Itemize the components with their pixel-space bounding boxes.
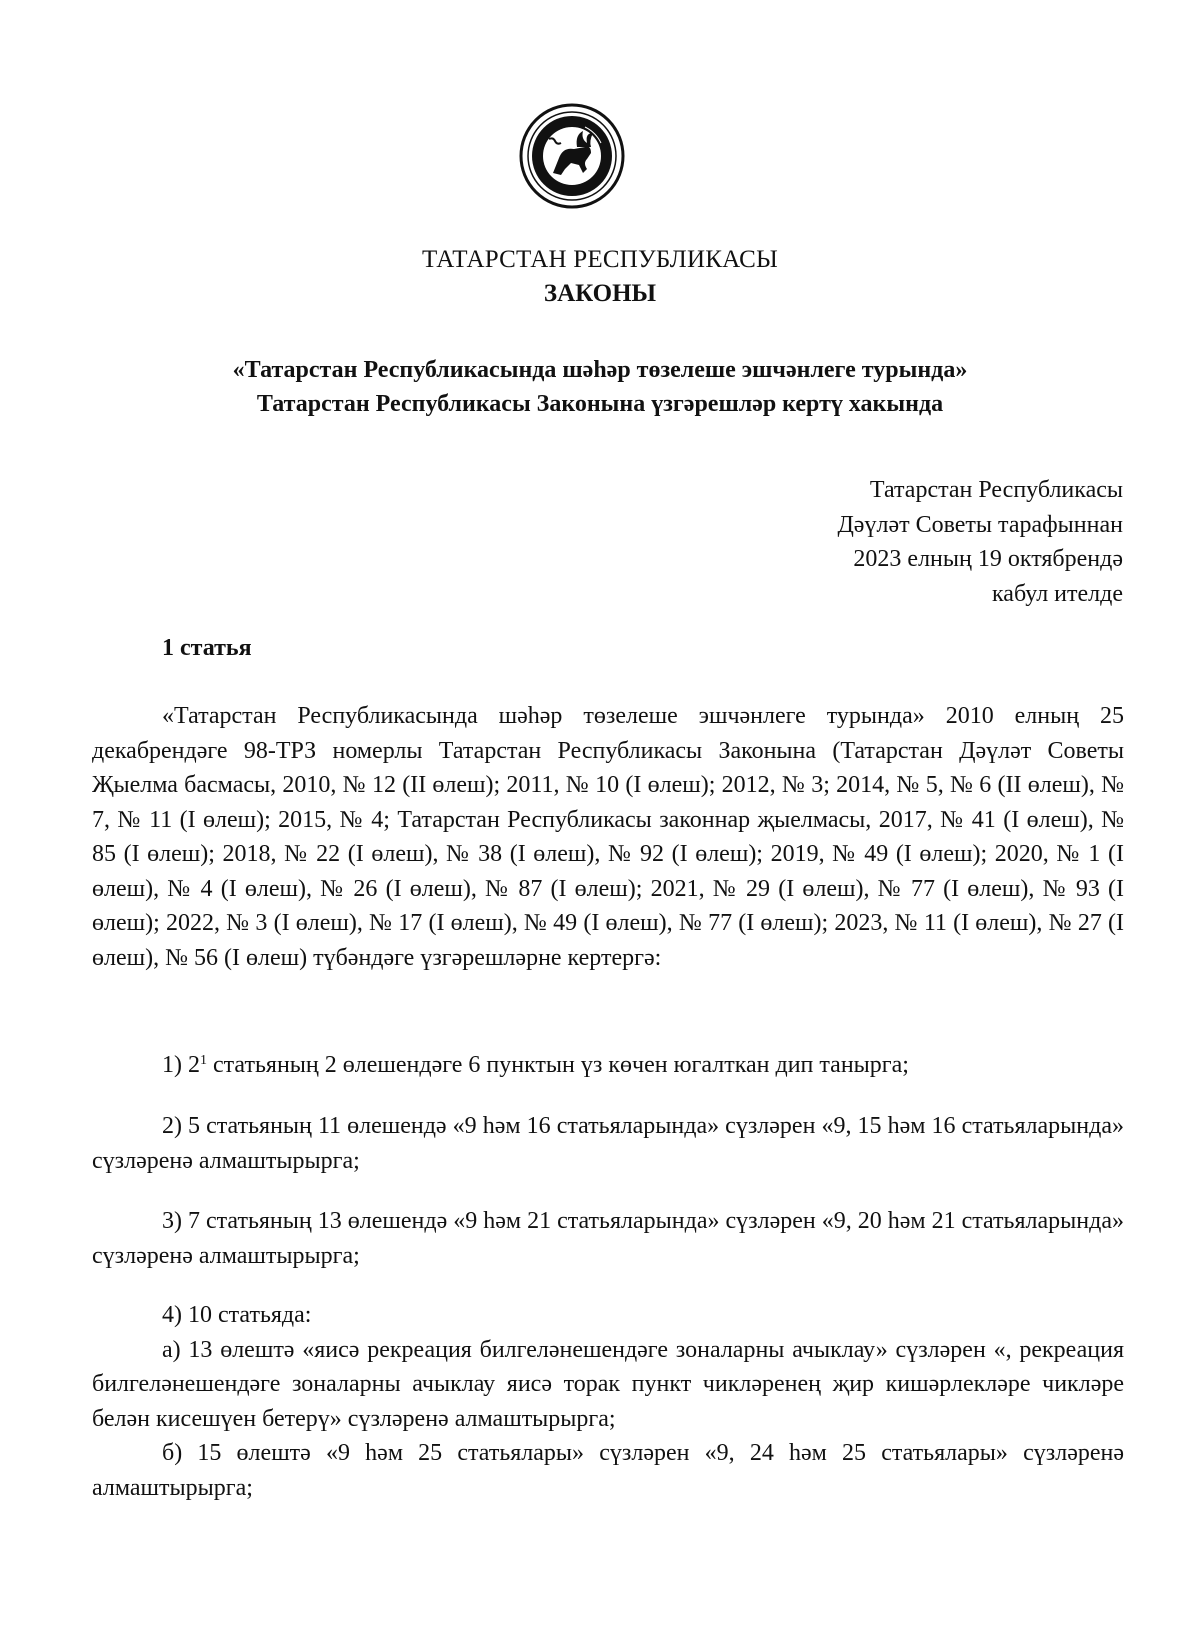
law-title-line-2: Татарстан Республикасы Законына үзгәрешләр кертү хакында: [256, 391, 944, 417]
adoption-line-1: Татарстан Республикасы: [869, 477, 1123, 503]
item-4-text: 4) 10 статьяда:: [162, 1302, 312, 1328]
amendment-item-1: [92, 1048, 1124, 1083]
item-4b-text: б) 15 өлештә «9 һәм 25 статьялары» сүзләрен «9, 24 һәм 25 статьялары» сүзләренә алмаштырырга;: [92, 1440, 1124, 1501]
republic-heading: ТАТАРСТАН РЕСПУБЛИКАСЫ: [422, 246, 778, 273]
amendment-item-2: [92, 1109, 1124, 1178]
law-title-line-1: «Татарстан Республикасында шәһәр төзелеше эшчәнлеге турында»: [232, 357, 968, 383]
item-4a-text: а) 13 өлештә «яисә рекреация билгеләнешендәге зоналарны ачыклау» сүзләрен «, рекреация билгеләнешендәге зоналарны ачыклау яисә торак пункт чикләренең җир кишәрлекләре чикләре белән кисешүен бетерү» сүзләренә алмаштырырга;: [92, 1336, 1124, 1432]
item-1-text: статьяның 2 өлешендәге 6 пунктын үз көчен югалткан дип танырга;: [207, 1052, 909, 1078]
amendment-item-3: [92, 1204, 1124, 1273]
adoption-line-3: 2023 елның 19 октябрендә: [853, 546, 1123, 572]
article-intro-text: «Татарстан Республикасында шәһәр төзелеше эшчәнлеге турында» 2010 елның 25 декабрендәге 98-ТРЗ номерлы Татарстан Республикасы Законына (Татарстан Дәүләт Советы Җыелма басмасы, 2010, № 12 (II өлеш); 2011, № 10 (I өлеш); 2012, № 3; 2014, № 5, № 6 (II өлеш), № 7, № 11 (I өлеш); 2015, № 4; Татарстан Республикасы законнар җыелмасы, 2017, № 41 (I өлеш), № 85 (I өлеш); 2018, № 22 (I өлеш), № 38 (I өлеш), № 92 (I өлеш); 2019, № 49 (I өлеш); 2020, № 1 (I өлеш), № 4 (I өлеш), № 26 (I өлеш), № 87 (I өлеш); 2021, № 29 (I өлеш), № 77 (I өлеш), № 93 (I өлеш); 2022, № 3 (I өлеш), № 17 (I өлеш), № 49 (I өлеш), № 77 (I өлеш); 2023, № 11 (I өлеш), № 27 (I өлеш), № 56 (I өлеш) түбәндәге үзгәрешләрне кертергә:: [92, 703, 1124, 971]
coat-of-arms-icon: [519, 103, 625, 209]
adoption-note: [623, 473, 1123, 611]
adoption-line-4: кабул ителде: [992, 580, 1123, 607]
item-1-prefix: 1) 2: [162, 1052, 200, 1078]
item-2-text: 2) 5 статьяның 11 өлешендә «9 һәм 16 статьяларында» сүзләрен «9, 15 һәм 16 статьяларында» сүзләренә алмаштырырга;: [92, 1113, 1124, 1174]
item-1-superscript: 1: [200, 1053, 207, 1068]
item-3-text: 3) 7 статьяның 13 өлешендә «9 һәм 21 статьяларында» сүзләрен «9, 20 һәм 21 статьяларында» сүзләренә алмаштырырга;: [92, 1208, 1124, 1269]
adoption-line-2: Дәүләт Советы тарафыннан: [837, 511, 1123, 538]
article-intro: [92, 699, 1124, 975]
law-heading: ЗАКОНЫ: [543, 280, 657, 307]
article-heading: 1 статья: [162, 635, 252, 661]
amendment-item-4: [92, 1298, 1124, 1505]
